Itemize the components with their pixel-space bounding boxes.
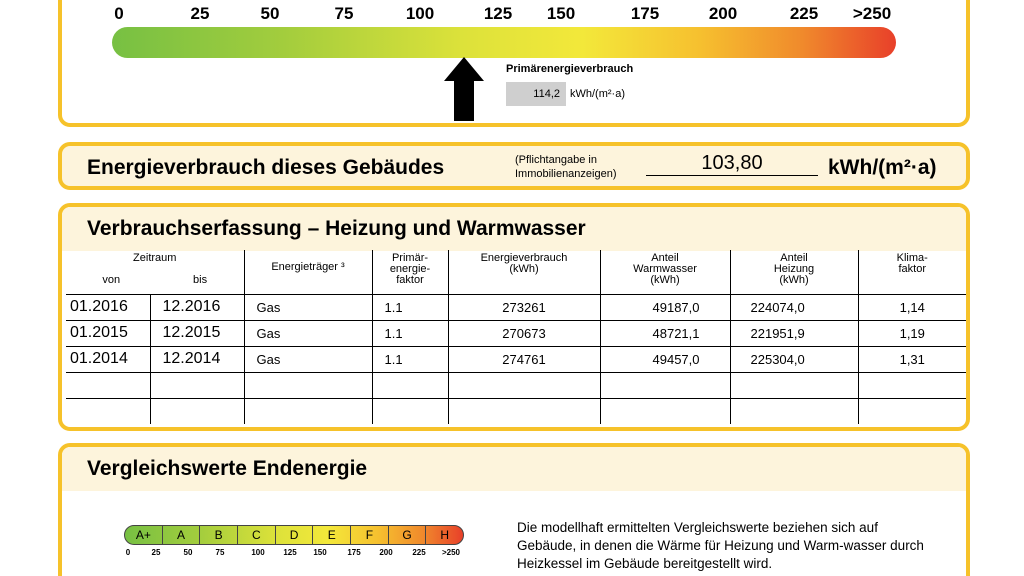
mini-tick: 175 bbox=[347, 548, 361, 557]
header-warmwasser: Anteil Warmwasser (kWh) bbox=[600, 250, 730, 294]
table-row bbox=[66, 320, 966, 346]
consumption-panel bbox=[58, 142, 970, 190]
consumption-unit: kWh/(m²·a) bbox=[828, 156, 937, 179]
consumption-note bbox=[515, 153, 617, 181]
mini-tick: 50 bbox=[183, 548, 193, 557]
mini-tick: 125 bbox=[283, 548, 297, 557]
cell-traeger: Gas bbox=[244, 294, 372, 320]
cell-von: 01.2015 bbox=[70, 324, 128, 341]
consumption-table-panel bbox=[58, 203, 970, 431]
header-energietraeger: Energieträger ³ bbox=[244, 250, 372, 294]
table-row bbox=[66, 346, 966, 372]
efficiency-class: F bbox=[350, 526, 388, 544]
mini-tick: 225 bbox=[412, 548, 426, 557]
scale-tick: 200 bbox=[708, 4, 738, 23]
scale-tick: 50 bbox=[260, 4, 280, 23]
mini-tick: >250 bbox=[441, 548, 461, 557]
primary-energy-label: Primärenergieverbrauch bbox=[506, 63, 634, 75]
efficiency-class: E bbox=[312, 526, 350, 544]
table-title: Verbrauchserfassung – Heizung und Warmwasser bbox=[87, 217, 586, 240]
efficiency-class: B bbox=[199, 526, 237, 544]
header-primaerfaktor: Primär- energie- faktor bbox=[372, 250, 448, 294]
cell-traeger: Gas bbox=[244, 320, 372, 346]
mini-tick: 100 bbox=[251, 548, 265, 557]
cell-heizung: 224074,0 bbox=[730, 294, 858, 320]
cell-bis: 12.2014 bbox=[150, 346, 244, 372]
scale-tick: 175 bbox=[630, 4, 660, 23]
cell-faktor: 1.1 bbox=[372, 346, 448, 372]
header-zeitraum-label: Zeitraum bbox=[133, 252, 177, 264]
cell-warmwasser: 48721,1 bbox=[600, 320, 730, 346]
header-zeitraum bbox=[66, 250, 244, 294]
header-von: von bbox=[102, 274, 121, 286]
cell-von: 01.2016 bbox=[70, 298, 128, 315]
efficiency-class: A+ bbox=[135, 528, 151, 542]
scale-tick: >250 bbox=[852, 4, 892, 23]
header-energieverbrauch: Energieverbrauch (kWh) bbox=[448, 250, 600, 294]
efficiency-class: C bbox=[237, 526, 275, 544]
comparison-panel bbox=[58, 443, 970, 576]
mini-scale-ticks bbox=[124, 545, 464, 559]
cell-bis: 12.2016 bbox=[150, 294, 244, 320]
table-row-empty bbox=[66, 398, 966, 424]
table-header-row bbox=[66, 250, 966, 294]
mini-tick: 150 bbox=[313, 548, 327, 557]
consumption-value: 103,80 bbox=[646, 152, 818, 176]
header-bis: bis bbox=[193, 274, 208, 286]
comparison-panel-header bbox=[62, 447, 966, 491]
energy-scale-bar bbox=[112, 27, 896, 58]
header-klimafaktor: Klima- faktor bbox=[858, 250, 966, 294]
table-row bbox=[66, 294, 966, 320]
table-panel-header bbox=[62, 207, 966, 251]
primary-energy-unit: kWh/(m²·a) bbox=[570, 88, 625, 100]
cell-traeger: Gas bbox=[244, 346, 372, 372]
scale-tick: 100 bbox=[405, 4, 435, 23]
cell-von: 01.2014 bbox=[70, 350, 128, 367]
scale-tick: 125 bbox=[483, 4, 513, 23]
cell-klima: 1,19 bbox=[858, 320, 966, 346]
cell-warmwasser: 49187,0 bbox=[600, 294, 730, 320]
cell-bis: 12.2015 bbox=[150, 320, 244, 346]
mini-tick: 200 bbox=[379, 548, 393, 557]
energy-scale-panel bbox=[58, 0, 970, 127]
efficiency-class-scale bbox=[124, 525, 464, 559]
header-heizung: Anteil Heizung (kWh) bbox=[730, 250, 858, 294]
mini-tick: 25 bbox=[151, 548, 161, 557]
scale-tick-labels bbox=[62, 4, 966, 28]
cell-klima: 1,31 bbox=[858, 346, 966, 372]
efficiency-class: H bbox=[425, 526, 463, 544]
scale-tick: 75 bbox=[334, 4, 354, 23]
cell-faktor: 1.1 bbox=[372, 294, 448, 320]
scale-tick: 25 bbox=[190, 4, 210, 23]
primary-energy-value: 114,2 bbox=[506, 82, 566, 106]
consumption-title: Energieverbrauch dieses Gebäudes bbox=[87, 156, 445, 179]
cell-faktor: 1.1 bbox=[372, 320, 448, 346]
cell-verbrauch: 270673 bbox=[448, 320, 600, 346]
mini-tick: 0 bbox=[125, 548, 131, 557]
efficiency-class: D bbox=[275, 526, 313, 544]
cell-heizung: 221951,9 bbox=[730, 320, 858, 346]
table-row-empty bbox=[66, 372, 966, 398]
mini-tick: 75 bbox=[215, 548, 225, 557]
cell-warmwasser: 49457,0 bbox=[600, 346, 730, 372]
comparison-description: Die modellhaft ermittelten Vergleichswerte beziehen sich auf Gebäude, in denen die Wärme für Heizung und Warm-wasser durch Heizkessel im Gebäude bereitgestellt wird. bbox=[517, 520, 924, 571]
efficiency-class: A bbox=[162, 526, 200, 544]
value-arrow-icon bbox=[444, 57, 484, 121]
efficiency-class: G bbox=[388, 526, 426, 544]
comparison-title: Vergleichswerte Endenergie bbox=[87, 457, 368, 480]
consumption-table bbox=[66, 250, 966, 424]
cell-heizung: 225304,0 bbox=[730, 346, 858, 372]
scale-tick: 150 bbox=[546, 4, 576, 23]
consumption-note-line: Immobilienanzeigen) bbox=[515, 168, 617, 180]
efficiency-class-bar bbox=[124, 525, 464, 545]
cell-verbrauch: 274761 bbox=[448, 346, 600, 372]
cell-klima: 1,14 bbox=[858, 294, 966, 320]
consumption-note-line: (Pflichtangabe in bbox=[515, 154, 597, 166]
scale-tick: 0 bbox=[114, 4, 124, 23]
cell-verbrauch: 273261 bbox=[448, 294, 600, 320]
scale-tick: 225 bbox=[789, 4, 819, 23]
